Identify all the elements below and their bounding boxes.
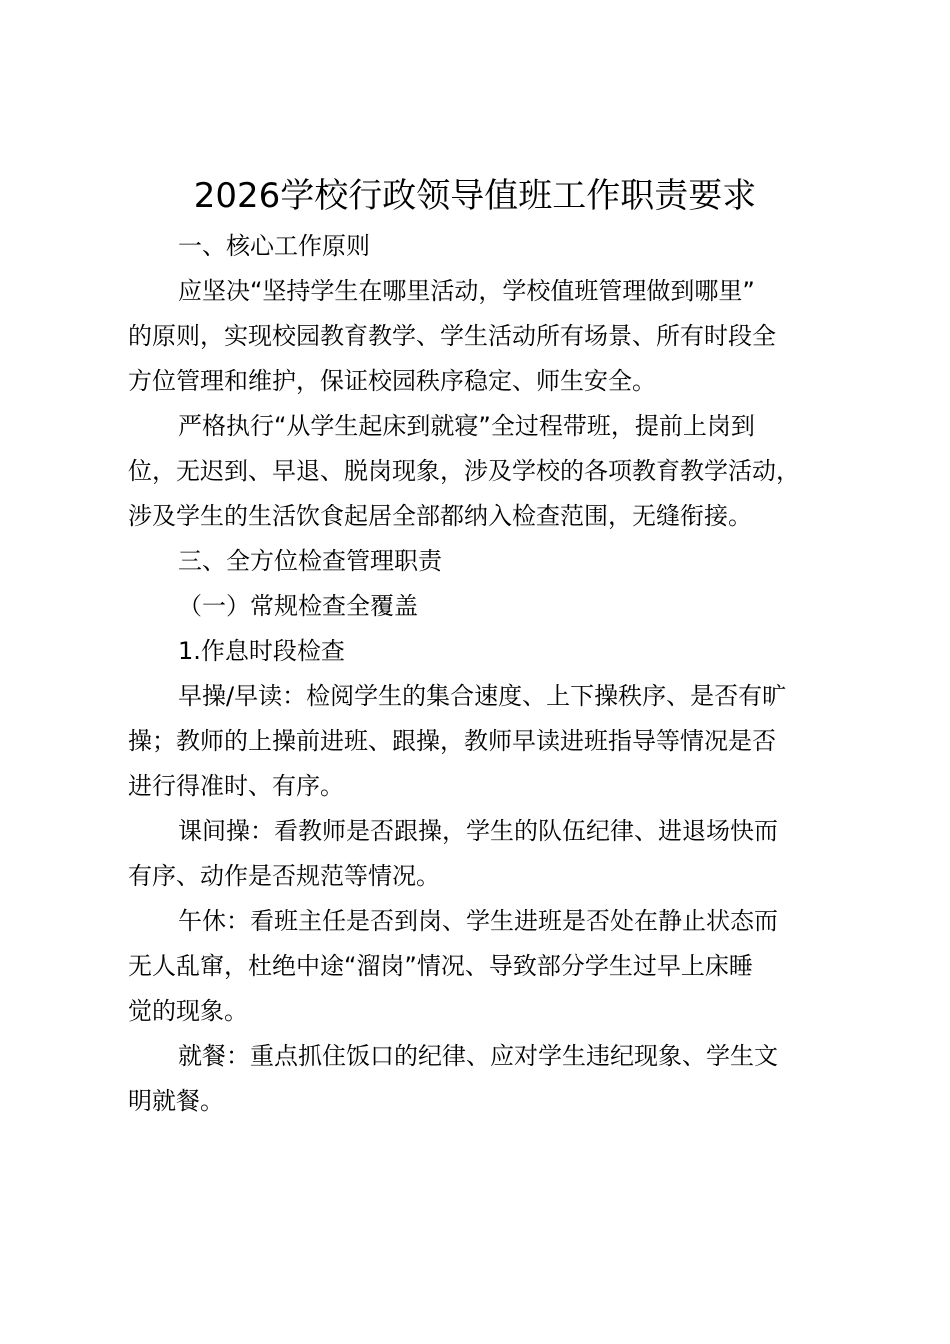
paragraph-morning-exercise [128,674,838,809]
paragraph-line: 的原则，实现校园教育教学、学生活动所有场景、所有时段全 [128,322,776,350]
paragraph-line: 有序、动作是否规范等情况。 [128,862,440,890]
paragraph-line: 就餐：重点抓住饭口的纪律、应对学生违纪现象、学生文 [178,1042,778,1070]
subsection-heading-routine-inspection: （一）常规检查全覆盖 [178,592,418,620]
document-body [128,224,838,1124]
paragraph-line: 方位管理和维护，保证校园秩序稳定、师生安全。 [128,367,656,395]
paragraph-line: 明就餐。 [128,1087,224,1115]
paragraph-line: 早操/早读：检阅学生的集合速度、上下操秩序、是否有旷 [178,682,787,710]
paragraph-line: 课间操：看教师是否跟操，学生的队伍纪律、进退场快而 [178,817,778,845]
paragraph-line: 涉及学生的生活饮食起居全部都纳入检查范围，无缝衔接。 [128,502,752,530]
paragraph-principle [128,269,838,404]
section-heading-inspection-duties: 三、全方位检查管理职责 [178,547,442,575]
paragraph-full-process [128,404,838,539]
paragraph-noon-rest [128,899,838,1034]
document-title: 2026学校行政领导值班工作职责要求 [193,176,757,216]
paragraph-line: 觉的现象。 [128,997,248,1025]
paragraph-line: 操；教师的上操前进班、跟操，教师早读进班指导等情况是否 [128,727,776,755]
paragraph-break-exercise [128,809,838,899]
paragraph-line: 应坚决“坚持学生在哪里活动，学校值班管理做到哪里” [178,277,755,305]
paragraph-line: 严格执行“从学生起床到就寝”全过程带班，提前上岗到 [178,412,755,440]
paragraph-dining [128,1034,838,1124]
section-heading-core-principles: 一、核心工作原则 [178,232,370,260]
paragraph-line: 无人乱窜，杜绝中途“溜岗”情况、导致部分学生过早上床睡 [128,952,753,980]
paragraph-line: 位，无迟到、早退、脱岗现象，涉及学校的各项教育教学活动， [128,457,800,485]
subsection-heading-schedule-inspection: 1.作息时段检查 [178,637,345,665]
paragraph-line: 进行得准时、有序。 [128,772,344,800]
paragraph-line: 午休：看班主任是否到岗、学生进班是否处在静止状态而 [178,907,778,935]
